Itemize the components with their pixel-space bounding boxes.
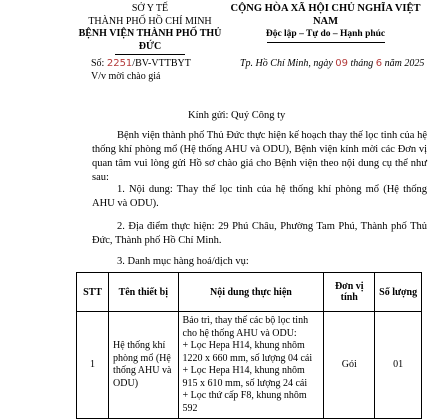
cell-stt: 1	[77, 312, 109, 419]
cell-unit: Gói	[324, 312, 375, 419]
month-prefix: tháng	[348, 58, 376, 69]
department-name: SỞ Y TẾ	[131, 3, 169, 14]
items-table	[76, 272, 422, 419]
table-row	[77, 312, 422, 419]
doc-number-handwritten: 2251	[106, 58, 133, 69]
content-line: Bảo trì, thay thế các bộ lọc tinh cho hệ thống AHU và ODU:	[182, 315, 309, 339]
intro-paragraph: Bệnh viện thành phố Thủ Đức thực hiện kế hoạch thay thế lọc tinh của hệ thống khí phòng mổ (Hệ thống AHU và ODU), Bệnh viện kính mời các Đơn vị quan tâm vui lòng gửi Hồ sơ chào giá cho Bệnh viện theo nội dung cụ thể như sau:	[92, 130, 427, 183]
header-qty: Số lượng	[375, 273, 422, 312]
content-line: + Lọc Hepa H14, khung nhôm 1220 x 660 mm, số lượng 04 cái	[182, 340, 313, 364]
doc-number-suffix: /BV-VTTBYT	[132, 58, 191, 69]
content-line: + Lọc thứ cấp F8, khung nhôm 592	[182, 390, 307, 414]
greeting: Kính gửi: Quý Công ty	[188, 110, 286, 121]
hospital-name: BỆNH VIỆN THÀNH PHỐ THỦ ĐỨC	[78, 28, 222, 52]
place-prefix: Tp. Hồ Chí Minh, ngày	[240, 58, 336, 69]
document-subject: V/v mời chào giá	[91, 71, 161, 82]
item-content: 1. Nội dung: Thay thế lọc tinh của hệ thống khí phòng mổ (Hệ thống AHU và ODU).	[92, 184, 427, 209]
header-device: Tên thiết bị	[109, 273, 179, 312]
doc-number-prefix: Số:	[91, 58, 107, 69]
motto-underline	[267, 42, 385, 43]
item-list-heading: 3. Danh mục hàng hoá/dịch vụ:	[117, 256, 249, 267]
table-header-row	[77, 273, 422, 312]
day-handwritten: 09	[335, 58, 349, 69]
document-number	[91, 58, 191, 69]
national-motto: Độc lập – Tự do – Hạnh phúc	[265, 29, 386, 39]
national-header	[218, 3, 433, 43]
header-stt: STT	[77, 273, 109, 312]
cell-content	[178, 312, 324, 419]
year-text: năm 2025	[382, 58, 425, 69]
country-name: CỘNG HÒA XÃ HỘI CHỦ NGHĨA VIỆT NAM	[230, 3, 421, 27]
item-location: 2. Địa điểm thực hiện: 29 Phú Châu, Phường Tam Phú, Thành phố Thủ Đức, Thành phố Hồ Chí Minh.	[92, 221, 427, 246]
month-handwritten: 6	[375, 58, 383, 69]
city-name: THÀNH PHỐ HỒ CHÍ MINH	[88, 15, 212, 27]
content-line: + Lọc Hepa H14, khung nhôm 915 x 610 mm, số lượng 24 cái	[182, 365, 308, 389]
header-unit: Đơn vị tính	[324, 273, 375, 312]
issuer-underline	[115, 54, 185, 55]
header-content: Nội dung thực hiện	[178, 273, 324, 312]
place-and-date	[240, 58, 424, 69]
cell-device: Hệ thống khí phòng mổ (Hệ thống AHU và ODU)	[109, 312, 179, 419]
issuer-header	[70, 3, 230, 55]
cell-qty: 01	[375, 312, 422, 419]
